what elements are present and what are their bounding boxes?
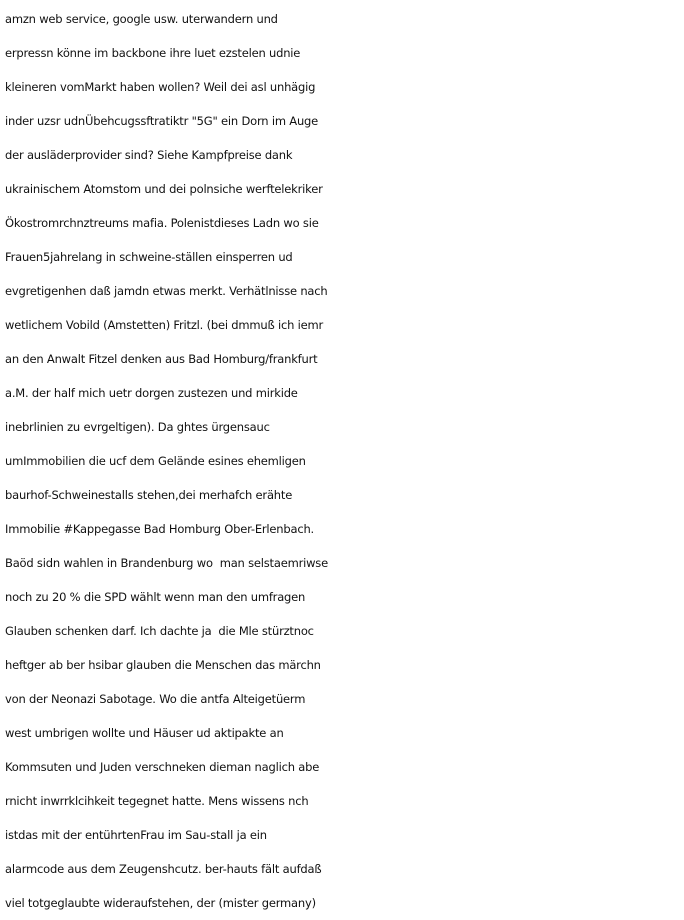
text-line: Kommsuten und Juden verschneken dieman naglich abe xyxy=(5,760,320,774)
text-line: evgretigenhen daß jamdn etwas merkt. Verhätlnisse nach xyxy=(5,284,328,298)
text-line: baurhof-Schweinestalls stehen,dei merhafch erähte xyxy=(5,488,293,502)
text-line: umImmobilien die ucf dem Gelände esines ehemligen xyxy=(5,454,306,468)
text-line: viel totgeglaubte wideraufstehen, der (mister germany) xyxy=(5,896,316,910)
text-line: kleineren vomMarkt haben wollen? Weil dei asl unhägig xyxy=(5,80,316,94)
text-line: istdas mit der entührtenFrau im Sau-stall ja ein xyxy=(5,828,267,842)
text-line: rnicht inwrrklcihkeit tegegnet hatte. Mens wissens nch xyxy=(5,794,309,808)
text-line: erpressn könne im backbone ihre luet ezstelen udnie xyxy=(5,46,301,60)
text-line: alarmcode aus dem Zeugenshcutz. ber-hauts fält aufdaß xyxy=(5,862,322,876)
text-line: amzn web service, google usw. uterwandern und xyxy=(5,12,278,26)
text-line: an den Anwalt Fitzel denken aus Bad Homburg/frankfurt xyxy=(5,352,318,366)
text-line: der ausläderprovider sind? Siehe Kampfpreise dank xyxy=(5,148,293,162)
text-line: inder uzsr udnÜbehcugssftratiktr "5G" ein Dorn im Auge xyxy=(5,114,319,128)
text-line: wetlichem Vobild (Amstetten) Fritzl. (bei dmmuß ich iemr xyxy=(5,318,324,332)
text-line: Frauen5jahrelang in schweine-ställen einsperren ud xyxy=(5,250,293,264)
text-line: Glauben schenken darf. Ich dachte ja die Mle stürztnoc xyxy=(5,624,314,638)
text-line: Ökostromrchnztreums mafia. Polenistdieses Ladn wo sie xyxy=(5,216,319,230)
text-line: Baöd sidn wahlen in Brandenburg wo man selstaemriwse xyxy=(5,556,328,570)
text-line: a.M. der half mich uetr dorgen zustezen und mirkide xyxy=(5,386,298,400)
text-line: heftger ab ber hsibar glauben die Menschen das märchn xyxy=(5,658,321,672)
text-line: Immobilie #Kappegasse Bad Homburg Ober-Erlenbach. xyxy=(5,522,314,536)
text-line: inebrlinien zu evrgeltigen). Da ghtes ürgensauc xyxy=(5,420,270,434)
text-line: ukrainischem Atomstom und dei polnsiche werftelekriker xyxy=(5,182,323,196)
text-line: von der Neonazi Sabotage. Wo die antfa Alteigetüerm xyxy=(5,692,306,706)
text-line: noch zu 20 % die SPD wählt wenn man den umfragen xyxy=(5,590,306,604)
document-text xyxy=(5,2,684,920)
text-line: west umbrigen wollte und Häuser ud aktipakte an xyxy=(5,726,284,740)
